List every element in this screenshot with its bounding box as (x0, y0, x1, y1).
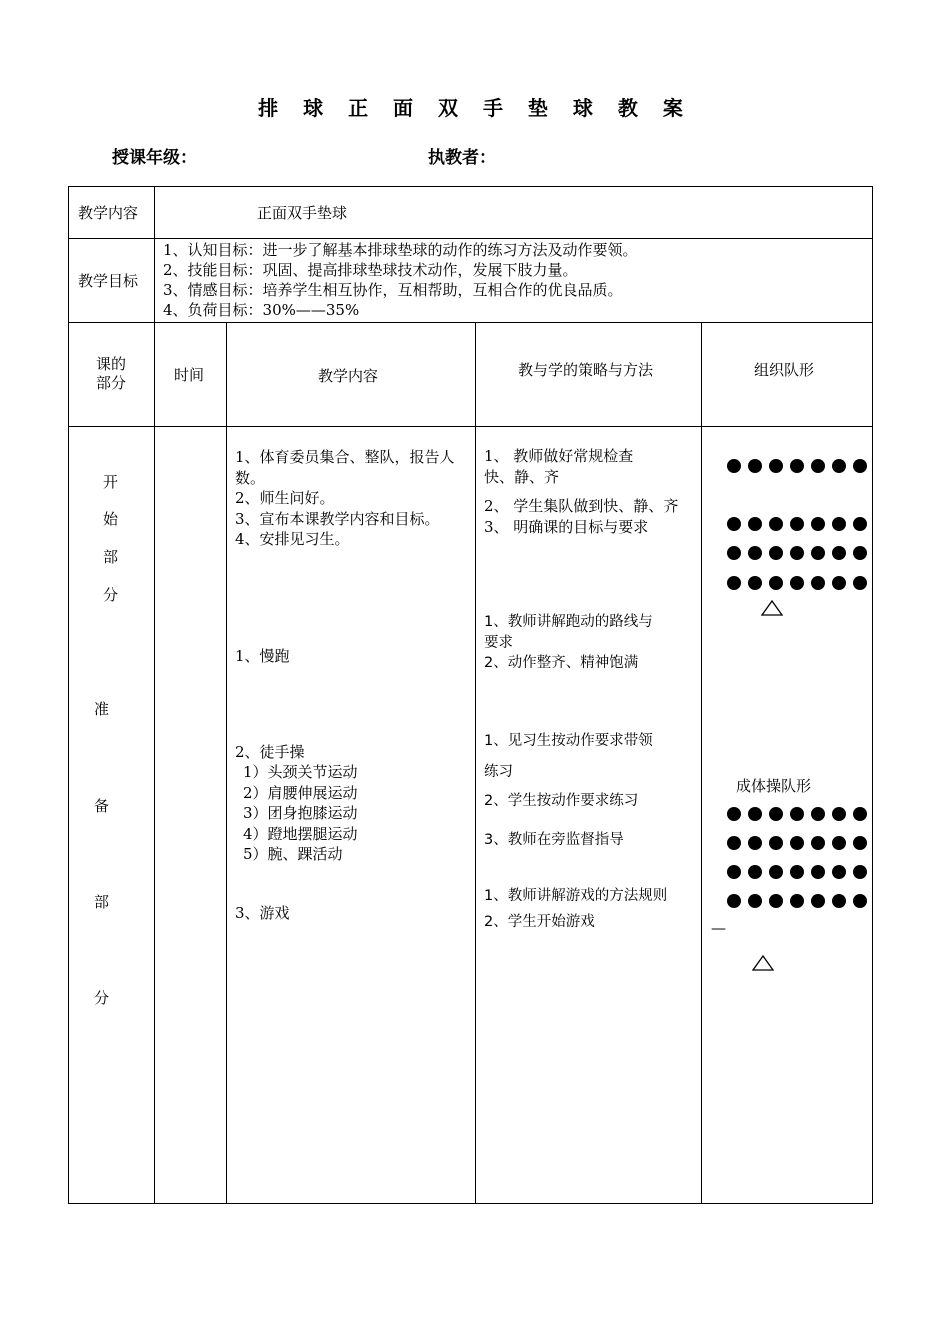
part-start-char: 部 (103, 548, 119, 566)
student-dot-icon (853, 546, 867, 560)
part-start-char: 分 (103, 586, 119, 604)
student-dot-icon (769, 807, 783, 821)
student-dot-icon (748, 865, 762, 879)
goal-item: 4、负荷目标：30%——35% (163, 301, 360, 319)
formation-exercise-label: 成体操队形 (736, 777, 812, 795)
list-item: 1、体育委员集合、整队，报告人 (235, 448, 455, 466)
student-dot-icon (790, 517, 804, 531)
list-item: 1）头颈关节运动 (243, 763, 358, 781)
student-dot-icon (790, 894, 804, 908)
student-row (727, 865, 867, 879)
exercise-list (243, 762, 358, 865)
list-item: 数。 (235, 468, 266, 487)
content-row-value: 正面双手垫球 (257, 204, 348, 222)
header-part: 课的 部分 (96, 355, 127, 392)
student-dot-icon (727, 865, 741, 879)
student-row (727, 459, 867, 473)
student-dot-icon (790, 576, 804, 590)
list-item: 2、 学生集队做到快、静、齐 (484, 497, 679, 515)
student-dot-icon (811, 865, 825, 879)
method-block-1 (484, 446, 633, 487)
formation-dash: — (711, 919, 726, 937)
student-dot-icon (748, 459, 762, 473)
student-dot-icon (832, 576, 846, 590)
list-item: 3、宣布本课教学内容和目标。 (235, 509, 440, 528)
header-formation: 组织队形 (754, 361, 815, 379)
student-row (727, 836, 867, 850)
student-dot-icon (769, 459, 783, 473)
student-dot-icon (832, 894, 846, 908)
student-dot-icon (769, 576, 783, 590)
student-dot-icon (727, 576, 741, 590)
student-dot-icon (790, 836, 804, 850)
part-prep-char: 分 (94, 989, 110, 1007)
student-dot-icon (748, 836, 762, 850)
student-dot-icon (769, 517, 783, 531)
student-row (727, 546, 867, 560)
student-dot-icon (748, 517, 762, 531)
list-item: 2）肩腰伸展运动 (243, 783, 358, 802)
list-item: 4）蹬地摆腿运动 (243, 824, 358, 843)
student-dot-icon (811, 836, 825, 850)
student-dot-icon (727, 459, 741, 473)
student-dot-icon (727, 546, 741, 560)
list-item: 2、师生问好。 (235, 489, 335, 507)
method-item: 1、见习生按动作要求带领 (484, 733, 653, 749)
part-prep-char: 备 (94, 797, 110, 815)
student-dot-icon (853, 836, 867, 850)
teacher-triangle-icon (761, 600, 783, 616)
list-item: 2、学生开始游戏 (484, 914, 595, 930)
list-item: 要求 (484, 634, 513, 651)
goal-item: 1、认知目标：进一步了解基本排球垫球的动作的练习方法及动作要领。 (163, 241, 638, 259)
header-content: 教学内容 (318, 367, 379, 385)
goals-list (163, 240, 638, 320)
part-prep-char: 准 (94, 700, 110, 718)
student-dot-icon (790, 865, 804, 879)
student-dot-icon (769, 894, 783, 908)
student-dot-icon (811, 546, 825, 560)
page-title: 排 球 正 面 双 手 垫 球 教 案 (258, 96, 692, 120)
student-dot-icon (853, 807, 867, 821)
exercise-title: 2、徒手操 (235, 743, 305, 761)
student-dot-icon (748, 894, 762, 908)
student-dot-icon (790, 546, 804, 560)
list-item: 1、 教师做好常规检查 (484, 447, 634, 465)
header-method: 教与学的策略与方法 (518, 361, 654, 379)
content-row-label: 教学内容 (78, 204, 139, 222)
list-item: 快、静、齐 (484, 467, 560, 486)
list-item: 3）团身抱膝运动 (243, 804, 358, 822)
part-start-char: 始 (103, 510, 119, 528)
header-time: 时间 (174, 366, 205, 384)
student-dot-icon (727, 807, 741, 821)
student-dot-icon (853, 865, 867, 879)
student-dot-icon (832, 836, 846, 850)
start-content-list (235, 447, 455, 550)
grade-label: 授课年级： (112, 148, 197, 168)
method-item: 练习 (484, 764, 513, 780)
goal-item: 3、情感目标：培养学生相互协作，互相帮助，互相合作的优良品质。 (163, 281, 623, 299)
part-start-char: 开 (103, 473, 119, 491)
method-block-2 (484, 612, 653, 674)
student-dot-icon (790, 807, 804, 821)
part-prep-char: 部 (94, 893, 110, 911)
student-dot-icon (811, 517, 825, 531)
student-dot-icon (832, 807, 846, 821)
student-dot-icon (769, 546, 783, 560)
list-item: 2、动作整齐、精神饱满 (484, 655, 639, 671)
student-dot-icon (727, 517, 741, 531)
teacher-triangle-icon (752, 955, 774, 971)
student-dot-icon (853, 517, 867, 531)
student-dot-icon (811, 576, 825, 590)
student-dot-icon (727, 894, 741, 908)
method-item: 3、教师在旁监督指导 (484, 832, 624, 848)
student-dot-icon (811, 894, 825, 908)
list-item: 5）腕、踝活动 (243, 845, 343, 863)
student-dot-icon (853, 894, 867, 908)
teacher-label: 执教者： (428, 148, 496, 168)
student-dot-icon (748, 807, 762, 821)
student-dot-icon (811, 807, 825, 821)
jog-item: 1、慢跑 (235, 647, 290, 665)
student-dot-icon (748, 576, 762, 590)
goals-row-label: 教学目标 (78, 272, 139, 290)
list-item: 3、 明确课的目标与要求 (484, 517, 649, 536)
student-dot-icon (811, 459, 825, 473)
student-dot-icon (853, 576, 867, 590)
list-item: 1、教师讲解跑动的路线与 (484, 614, 653, 630)
student-row (727, 576, 867, 590)
student-dot-icon (832, 865, 846, 879)
student-row (727, 894, 867, 908)
student-dot-icon (832, 546, 846, 560)
student-dot-icon (748, 546, 762, 560)
student-dot-icon (832, 517, 846, 531)
game-item: 3、游戏 (235, 904, 290, 922)
student-dot-icon (769, 836, 783, 850)
list-item: 4、安排见习生。 (235, 530, 350, 548)
method-block-4 (484, 880, 667, 932)
student-dot-icon (832, 459, 846, 473)
student-dot-icon (853, 459, 867, 473)
method-block-1b (484, 496, 678, 537)
student-dot-icon (727, 836, 741, 850)
student-dot-icon (790, 459, 804, 473)
student-row (727, 517, 867, 531)
goal-item: 2、技能目标：巩固、提高排球垫球技术动作，发展下肢力量。 (163, 261, 578, 279)
method-item: 2、学生按动作要求练习 (484, 793, 639, 809)
student-row (727, 807, 867, 821)
list-item: 1、教师讲解游戏的方法规则 (484, 888, 668, 904)
student-dot-icon (769, 865, 783, 879)
